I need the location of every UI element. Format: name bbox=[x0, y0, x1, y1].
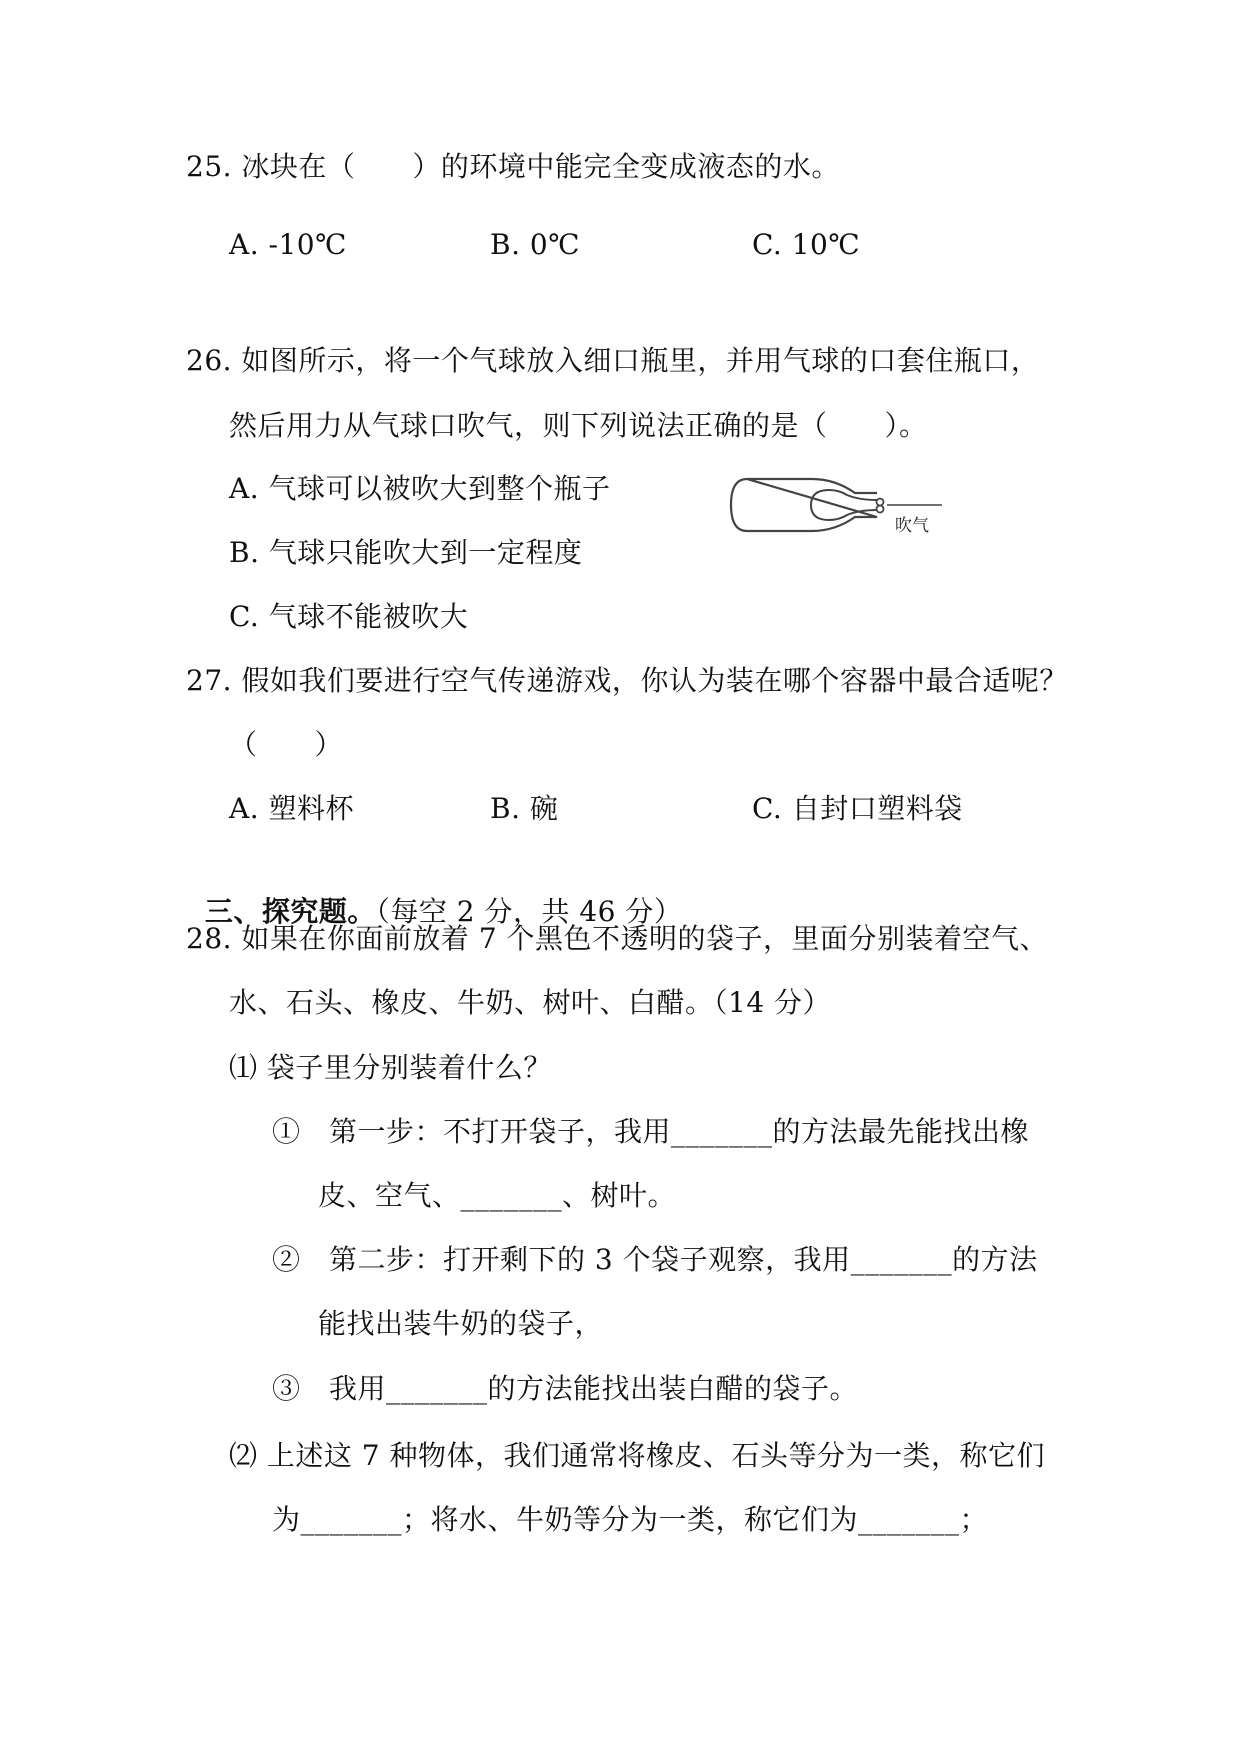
q28-step2-line1: ② 第二步：打开剩下的 3 个袋子观察，我用_______的方法 bbox=[272, 1243, 1038, 1276]
q27-answer-blank: （ ） bbox=[229, 728, 344, 761]
q25-option-a: A. -10℃ bbox=[229, 228, 347, 261]
q27-stem: 27. 假如我们要进行空气传递游戏，你认为装在哪个容器中最合适呢？ bbox=[186, 664, 1068, 697]
section3-title: 三、探究题。 bbox=[204, 895, 376, 928]
q28-step2-line2: 能找出装牛奶的袋子， bbox=[318, 1307, 604, 1340]
q25-stem: 25. 冰块在（ ）的环境中能完全变成液态的水。 bbox=[186, 150, 840, 183]
blow-label: 吹气 bbox=[895, 516, 929, 536]
balloon-bottle-illustration bbox=[727, 471, 947, 541]
bottle-outline bbox=[731, 479, 877, 531]
q26-stem-line1: 26. 如图所示，将一个气球放入细口瓶里，并用气球的口套住瓶口， bbox=[186, 344, 1040, 377]
q25-option-c: C. 10℃ bbox=[752, 228, 861, 261]
section3-heading bbox=[186, 858, 682, 930]
q27-option-b: B. 碗 bbox=[490, 792, 559, 825]
balloon-bottle-figure bbox=[727, 471, 947, 541]
q28-step1-line2: 皮、空气、_______、树叶。 bbox=[318, 1179, 677, 1212]
q26-option-c: C. 气球不能被吹大 bbox=[229, 600, 469, 633]
balloon-outline bbox=[811, 490, 877, 520]
q28-stem-line1: 28. 如果在你面前放着 7 个黑色不透明的袋子，里面分别装着空气、 bbox=[186, 922, 1049, 955]
q26-stem-line2: 然后用力从气球口吹气，则下列说法正确的是（ ）。 bbox=[229, 409, 928, 442]
section3-note: （每空 2 分，共 46 分） bbox=[375, 895, 683, 928]
q27-option-a: A. 塑料杯 bbox=[229, 792, 355, 825]
q28-step1-line1: ① 第一步：不打开袋子，我用_______的方法最先能找出橡 bbox=[272, 1115, 1030, 1148]
q28-sub2-line2: 为_______；将水、牛奶等分为一类，称它们为_______； bbox=[272, 1503, 989, 1536]
q28-sub1: ⑴ 袋子里分别装着什么？ bbox=[229, 1051, 552, 1084]
q27-option-c: C. 自封口塑料袋 bbox=[752, 792, 963, 825]
q28-stem-line2: 水、石头、橡皮、牛奶、树叶、白醋。（14 分） bbox=[229, 986, 832, 1019]
balloon-mouth-upper bbox=[877, 499, 884, 506]
q28-step3: ③ 我用_______的方法能找出装白醋的袋子。 bbox=[272, 1372, 859, 1405]
q25-option-b: B. 0℃ bbox=[490, 228, 581, 261]
q26-option-b: B. 气球只能吹大到一定程度 bbox=[229, 536, 583, 569]
q28-sub2-line1: ⑵ 上述这 7 种物体，我们通常将橡皮、石头等分为一类，称它们 bbox=[229, 1439, 1046, 1472]
balloon-mouth-lower bbox=[877, 506, 884, 513]
q26-option-a: A. 气球可以被吹大到整个瓶子 bbox=[229, 472, 611, 505]
